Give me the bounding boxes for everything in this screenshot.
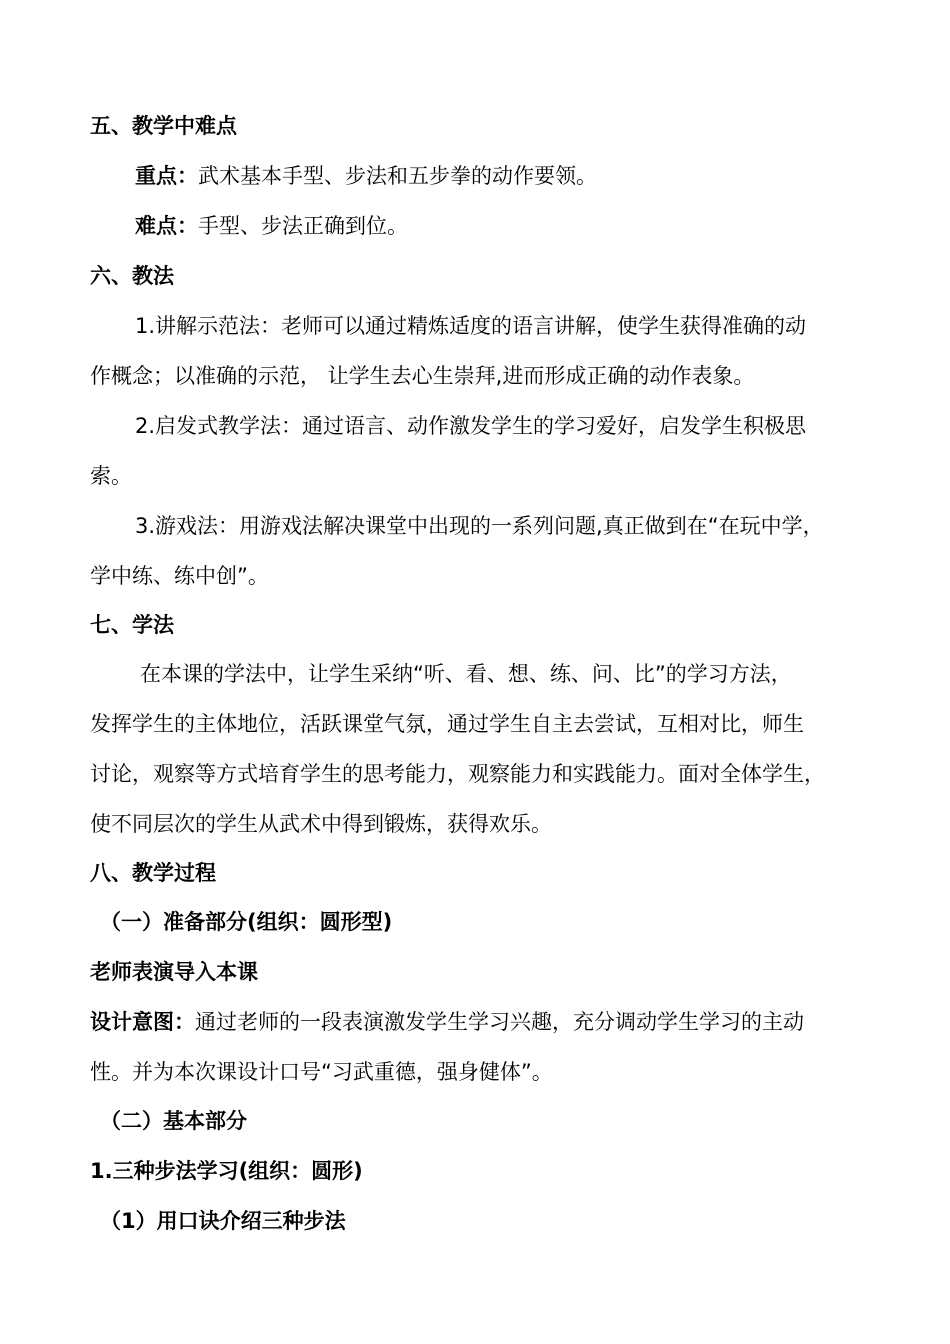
method-3-line-1: 3.游戏法：用游戏法解决课堂中出现的一系列问题,真正做到在“在玩中学， <box>135 514 824 538</box>
item-1-sub-heading: （1）用口诀介绍三种步法 <box>100 1209 346 1233</box>
learning-para-line-3: 讨论，观察等方式培育学生的思考能力，观察能力和实践能力。面对全体学生， <box>90 762 825 786</box>
item-1-heading: 1.三种步法学习(组织：圆形) <box>90 1159 363 1183</box>
section-heading-6: 六、教法 <box>90 264 174 288</box>
method-3-line-2: 学中练、练中创”。 <box>90 564 269 588</box>
intro-heading: 老师表演导入本课 <box>90 960 258 984</box>
method-1-line-1: 1.讲解示范法：老师可以通过精炼适度的语言讲解，使学生获得准确的动 <box>135 314 807 338</box>
learning-para-line-1: 在本课的学法中，让学生采纳“听、看、想、练、问、比”的学习方法， <box>140 662 792 686</box>
learning-para-line-2: 发挥学生的主体地位，活跃课堂气氛，通过学生自主去尝试，互相对比，师生 <box>90 712 804 736</box>
part-1-heading: （一）准备部分(组织：圆形型) <box>100 910 393 934</box>
difficult-points-text: 手型、步法正确到位。 <box>198 214 408 238</box>
key-points-label: 重点： <box>135 164 198 188</box>
section-heading-7: 七、学法 <box>90 613 174 637</box>
design-intent-label: 设计意图： <box>90 1010 195 1034</box>
design-intent-line-1 <box>90 1007 860 1037</box>
difficult-points-label: 难点： <box>135 214 198 238</box>
section-heading-5: 五、教学中难点 <box>90 114 237 138</box>
key-points-text: 武术基本手型、步法和五步拳的动作要领。 <box>198 164 597 188</box>
section-heading-8: 八、教学过程 <box>90 861 216 885</box>
method-2-line-1: 2.启发式教学法：通过语言、动作激发学生的学习爱好，启发学生积极思 <box>135 414 807 438</box>
design-intent-line-2: 性。并为本次课设计口号“习武重德，强身健体”。 <box>90 1060 553 1084</box>
difficult-points-line <box>135 211 905 241</box>
design-intent-text: 通过老师的一段表演激发学生学习兴趣，充分调动学生学习的主动 <box>195 1010 804 1034</box>
learning-para-line-4: 使不同层次的学生从武术中得到锻炼，获得欢乐。 <box>90 812 552 836</box>
method-1-line-2: 作概念；以准确的示范， 让学生去心生崇拜,进而形成正确的动作表象。 <box>90 364 755 388</box>
method-2-line-2: 索。 <box>90 464 132 488</box>
key-points-line <box>135 161 905 191</box>
part-2-heading: （二）基本部分 <box>100 1109 247 1133</box>
